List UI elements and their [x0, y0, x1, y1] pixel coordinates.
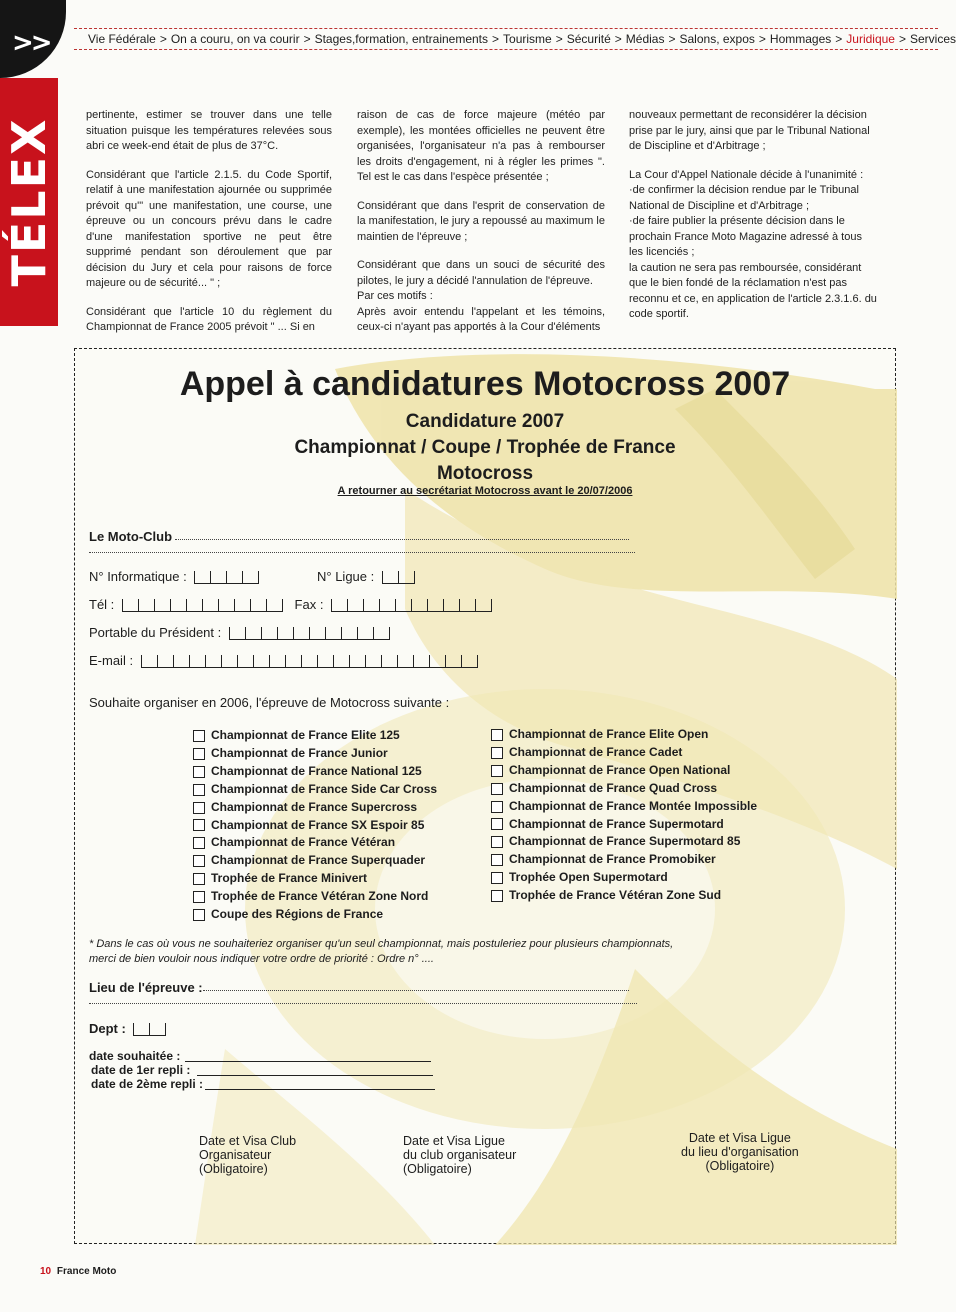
visa-club-line2: Organisateur: [199, 1148, 272, 1162]
souhaite-label: Souhaite organiser en 2006, l'épreuve de Motocross suivante :: [89, 695, 450, 710]
portable-label: Portable du Président :: [89, 625, 222, 640]
checkbox[interactable]: [193, 873, 205, 885]
championship-option[interactable]: [491, 833, 757, 851]
ligue-boxes[interactable]: [382, 571, 415, 584]
championship-list-left: [193, 727, 437, 924]
priority-note: [89, 937, 749, 967]
championship-label: Championnat de France SX Espoir 85: [211, 817, 425, 832]
championship-heading: Championnat / Coupe / Trophée de France: [294, 437, 676, 458]
article-column-1: [86, 108, 332, 349]
char-box[interactable]: [357, 627, 373, 640]
char-box[interactable]: [445, 655, 461, 668]
char-box[interactable]: [245, 627, 261, 640]
championship-option[interactable]: [491, 798, 757, 816]
char-box[interactable]: [301, 655, 317, 668]
tel-boxes[interactable]: [122, 599, 283, 612]
championship-label: Championnat de France Elite 125: [211, 728, 400, 742]
championship-label: Trophée de France Vétéran Zone Sud: [509, 888, 722, 903]
championship-label: Championnat de France Elite Open: [509, 727, 709, 741]
breadcrumb-separator: >: [668, 32, 676, 46]
section-banner: [0, 78, 58, 326]
date-repli2-field[interactable]: [205, 1089, 435, 1090]
char-box[interactable]: [154, 599, 170, 612]
char-box[interactable]: [363, 599, 379, 612]
char-box[interactable]: [221, 655, 237, 668]
char-box[interactable]: [149, 1023, 165, 1036]
breadcrumb-separator: >: [492, 32, 500, 46]
nav-item-s-curit-[interactable]: Sécurité: [566, 32, 611, 46]
checkbox[interactable]: [193, 909, 205, 921]
moto-club-label: Le Moto-Club: [89, 529, 173, 544]
char-box[interactable]: [325, 627, 341, 640]
char-box[interactable]: [194, 571, 210, 584]
checkbox[interactable]: [491, 836, 503, 848]
championship-option[interactable]: [193, 834, 437, 852]
ligue-row: [317, 569, 415, 584]
paragraph: Considérant que l'article 2.1.5. du Code Sportif, relatif à une manifestation ajournée ou supprimée prévoit qu'" une manifestation, une course, une épreuve ou un concours prévu dans le cadre d'une manifestation sportive ne peut être supprimé pendant son déroulement que par décision du Jury et cela pour raisons de force majeure ou de sécurité... " ;: [86, 168, 332, 289]
char-box[interactable]: [382, 571, 398, 584]
char-box[interactable]: [395, 599, 411, 612]
portable-boxes[interactable]: [229, 627, 390, 640]
visa-club-line3: (Obligatoire): [199, 1162, 268, 1176]
char-box[interactable]: [282, 599, 283, 612]
checkbox[interactable]: [491, 729, 503, 741]
championship-label: Championnat de France Quad Cross: [509, 780, 718, 795]
breadcrumb-separator: >: [898, 32, 906, 46]
championship-label: Championnat de France Promobiker: [509, 852, 716, 867]
lieu-field[interactable]: [203, 990, 629, 991]
paragraph: La Cour d'Appel Nationale décide à l'unanimité :: [629, 168, 864, 181]
char-box[interactable]: [317, 655, 333, 668]
char-box[interactable]: [443, 599, 459, 612]
checkbox[interactable]: [491, 765, 503, 777]
ligue-label: N° Ligue :: [317, 569, 375, 584]
championship-label: Championnat de France Montée Impossible: [509, 798, 758, 813]
checkbox[interactable]: [193, 819, 205, 831]
page-footer: [40, 1266, 116, 1277]
form-subtitle: Candidature 2007: [405, 411, 565, 432]
char-box[interactable]: [397, 655, 413, 668]
char-box[interactable]: [170, 599, 186, 612]
championship-option[interactable]: [193, 888, 437, 906]
nav-item-hommages[interactable]: Hommages: [769, 32, 832, 46]
checkbox[interactable]: [491, 872, 503, 884]
visa-ligue-lieu-line2: du lieu d'organisation: [681, 1145, 799, 1159]
championship-option[interactable]: [491, 851, 757, 869]
priority-note-line1: * Dans le cas où vous ne souhaiteriez organiser qu'un seul championnat, mais postuleriez pour plusieurs championnats,: [89, 938, 674, 950]
date-souhaitee-label: date souhaitée :: [89, 1049, 181, 1063]
championship-option[interactable]: [193, 906, 437, 924]
email-boxes[interactable]: [141, 655, 478, 668]
breadcrumb-separator: >: [303, 32, 311, 46]
char-box[interactable]: [157, 655, 173, 668]
visa-ligue-lieu: [681, 1131, 799, 1173]
char-box[interactable]: [389, 627, 390, 640]
article-column-2: [357, 108, 605, 349]
championship-option[interactable]: [193, 852, 437, 870]
char-box[interactable]: [427, 599, 443, 612]
dept-label: Dept :: [89, 1021, 126, 1036]
char-box[interactable]: [381, 655, 397, 668]
char-box[interactable]: [141, 655, 157, 668]
moto-club-field[interactable]: [175, 539, 629, 540]
char-box[interactable]: [331, 599, 347, 612]
championship-label: Championnat de France National 125: [211, 763, 422, 778]
breadcrumb-separator: >: [835, 32, 843, 46]
char-box[interactable]: [258, 571, 259, 584]
checkbox[interactable]: [491, 890, 503, 902]
arrow-icon: >>: [12, 28, 50, 58]
char-box[interactable]: [461, 655, 477, 668]
championship-label: Championnat de France Junior: [211, 745, 388, 760]
paragraph: raison de cas de force majeure (météo par exemple), les montées officielles ne peuvent être organisées, l'organisateur n'a pas à rembourser les droits d'engagement, ni à régler les primes ". Tel est le cas dans l'espèce présentée ;: [357, 109, 605, 183]
lieu-label: Lieu de l'épreuve :: [89, 980, 203, 995]
championship-option[interactable]: [193, 727, 437, 745]
visa-ligue-club-line3: (Obligatoire): [403, 1162, 472, 1176]
article-column-3: [629, 108, 877, 336]
championship-option[interactable]: [193, 817, 437, 835]
char-box[interactable]: [491, 599, 492, 612]
informatique-boxes[interactable]: [194, 571, 259, 584]
char-box[interactable]: [237, 655, 253, 668]
char-box[interactable]: [347, 599, 363, 612]
nav-item-juridique[interactable]: Juridique: [846, 32, 895, 46]
char-box[interactable]: [413, 655, 429, 668]
visa-ligue-lieu-line1: Date et Visa Ligue: [688, 1131, 791, 1145]
fax-boxes[interactable]: [331, 599, 492, 612]
char-box[interactable]: [398, 571, 414, 584]
breadcrumb-separator: >: [159, 32, 167, 46]
char-box[interactable]: [205, 655, 221, 668]
checkbox[interactable]: [491, 854, 503, 866]
nav-item-services[interactable]: Services: [910, 32, 956, 46]
championship-label: Coupe des Régions de France: [211, 907, 384, 922]
checkbox[interactable]: [491, 783, 503, 795]
char-box[interactable]: [253, 655, 269, 668]
magazine-name: France Moto: [56, 1266, 117, 1277]
char-box[interactable]: [341, 627, 357, 640]
championship-option[interactable]: [193, 870, 437, 888]
championship-label: Championnat de France Open National: [509, 762, 731, 777]
char-box[interactable]: [229, 627, 245, 640]
char-box[interactable]: [133, 1023, 149, 1036]
paragraph: Considérant que l'article 10 du règlement du Championnat de France 2005 prévoit " ... Si en: [86, 305, 332, 333]
checkbox[interactable]: [193, 802, 205, 814]
checkbox[interactable]: [193, 766, 205, 778]
paragraph: nouveaux permettant de reconsidérer la décision prise par le jury, ainsi que par le Tribunal National de Discipline et d'Arbitrage ;: [629, 109, 870, 152]
championship-label: Championnat de France Cadet: [509, 744, 683, 759]
paragraph: ·de confirmer la décision rendue par le Tribunal National de Discipline et d'Arbitrage ;: [629, 184, 859, 212]
char-box[interactable]: [429, 655, 445, 668]
nav-item-m-dias[interactable]: Médias: [625, 32, 665, 46]
championship-option[interactable]: [193, 799, 437, 817]
championship-option[interactable]: [491, 744, 757, 762]
char-box[interactable]: [242, 571, 258, 584]
championship-list-right: [491, 726, 757, 905]
char-box[interactable]: [189, 655, 205, 668]
char-box[interactable]: [349, 655, 365, 668]
checkbox[interactable]: [193, 748, 205, 760]
breadcrumb-nav: [74, 28, 956, 50]
championship-label: Championnat de France Vétéran: [211, 835, 396, 850]
visa-ligue-club-line2: du club organisateur: [403, 1148, 517, 1162]
corner-tab: [0, 0, 66, 78]
championship-option[interactable]: [491, 887, 757, 905]
informatique-label: N° Informatique :: [89, 569, 187, 584]
char-box[interactable]: [475, 599, 491, 612]
char-box[interactable]: [186, 599, 202, 612]
discipline-heading: Motocross: [436, 463, 534, 484]
portable-row: [89, 625, 390, 640]
date-repli1-field[interactable]: [197, 1075, 433, 1076]
visa-ligue-club-line1: Date et Visa Ligue: [403, 1134, 505, 1148]
char-box[interactable]: [210, 571, 226, 584]
visa-club: [199, 1134, 296, 1176]
char-box[interactable]: [122, 599, 138, 612]
tel-label: Tél :: [89, 597, 115, 612]
nav-item-tourisme[interactable]: Tourisme: [503, 32, 552, 46]
email-label: E-mail :: [89, 653, 134, 668]
char-box[interactable]: [477, 655, 478, 668]
checkbox[interactable]: [193, 855, 205, 867]
char-box[interactable]: [138, 599, 154, 612]
section-label: TÉLEX: [2, 117, 56, 287]
breadcrumb-separator: >: [555, 32, 563, 46]
paragraph: Après avoir entendu l'appelant et les témoins, ceux-ci n'ayant pas apportés à la Cour d'éléments: [357, 305, 605, 333]
championship-option[interactable]: [491, 726, 757, 744]
championship-label: Championnat de France Superquader: [211, 853, 426, 868]
char-box[interactable]: [261, 627, 277, 640]
championship-label: Trophée de France Minivert: [211, 871, 368, 886]
championship-label: Trophée Open Supermotard: [509, 870, 668, 885]
char-box[interactable]: [266, 599, 282, 612]
char-box[interactable]: [379, 599, 395, 612]
char-box[interactable]: [411, 599, 427, 612]
application-form: [74, 348, 896, 1244]
form-title: Appel à candidatures Motocross 2007: [179, 365, 791, 403]
championship-label: Trophée de France Vétéran Zone Nord: [211, 889, 429, 904]
char-box[interactable]: [277, 627, 293, 640]
deadline-notice: A retourner au secrétariat Motocross avant le 20/07/2006: [337, 485, 633, 497]
championship-option[interactable]: [193, 781, 437, 799]
char-box[interactable]: [269, 655, 285, 668]
paragraph: pertinente, estimer se trouver dans une telle situation puisque les températures relevées sous abri ce week-end était de plus de 37°C.: [86, 109, 332, 152]
nav-item-salons-expos[interactable]: Salons, expos: [679, 32, 755, 46]
checkbox[interactable]: [193, 730, 205, 742]
priority-note-line2: merci de bien vouloir nous indiquer votre ordre de priorité : Ordre n° ....: [89, 953, 434, 965]
paragraph: Considérant que dans l'esprit de conservation de la manifestation, le jury a repoussé au maximum le maintien de l'épreuve ;: [357, 199, 605, 243]
checkbox[interactable]: [491, 747, 503, 759]
nav-item-on-a-couru-on-va-courir[interactable]: On a couru, on va courir: [170, 32, 300, 46]
checkbox[interactable]: [193, 784, 205, 796]
visa-club-line1: Date et Visa Club: [199, 1134, 297, 1148]
checkbox[interactable]: [491, 801, 503, 813]
championship-label: Championnat de France Supercross: [211, 799, 418, 814]
informatique-row: [89, 569, 259, 584]
dept-row: [89, 1021, 166, 1036]
char-box[interactable]: [333, 655, 349, 668]
lieu-field-line2[interactable]: [89, 1003, 637, 1004]
dept-boxes[interactable]: [133, 1023, 166, 1036]
checkbox[interactable]: [491, 818, 503, 830]
fax-label: Fax :: [294, 597, 324, 612]
date-repli2-label: date de 2ème repli :: [91, 1077, 204, 1091]
date-souhaitee-field[interactable]: [185, 1061, 431, 1062]
championship-option[interactable]: [491, 762, 757, 780]
championship-option[interactable]: [193, 763, 437, 781]
visa-ligue-club: [403, 1134, 516, 1176]
championship-label: Championnat de France Supermotard 85: [509, 834, 741, 849]
paragraph: Considérant que dans un souci de sécurité des pilotes, le jury a décidé l'annulation de l'épreuve.: [357, 259, 605, 287]
checkbox[interactable]: [193, 891, 205, 903]
championship-option[interactable]: [491, 780, 757, 798]
visa-ligue-lieu-line3: (Obligatoire): [705, 1159, 775, 1173]
moto-club-field-line2[interactable]: [89, 552, 635, 553]
char-box[interactable]: [373, 627, 389, 640]
char-box[interactable]: [365, 655, 381, 668]
char-box[interactable]: [226, 571, 242, 584]
breadcrumb-separator: >: [614, 32, 622, 46]
paragraph: la caution ne sera pas remboursée, considérant que le bien fondé de la réclamation n'est pas reconnu et ce, en application de l'article 2.3.1.6. du code sportif.: [629, 261, 877, 320]
char-box[interactable]: [250, 599, 266, 612]
paragraph: ·de faire publier la présente décision dans le prochain France Moto Magazine adressé à tous les licenciés ;: [629, 215, 862, 258]
page-number: 10: [40, 1266, 52, 1277]
char-box[interactable]: [285, 655, 301, 668]
breadcrumb-separator: >: [758, 32, 766, 46]
nav-item-stages-formation-entrainements[interactable]: Stages,formation, entrainements: [314, 32, 489, 46]
char-box[interactable]: [293, 627, 309, 640]
nav-item-vie-f-d-rale[interactable]: Vie Fédérale: [88, 32, 156, 46]
tel-row: [89, 597, 492, 612]
checkbox[interactable]: [193, 837, 205, 849]
championship-option[interactable]: [491, 816, 757, 834]
char-box[interactable]: [173, 655, 189, 668]
char-box[interactable]: [202, 599, 218, 612]
championship-label: Championnat de France Side Car Cross: [211, 781, 438, 796]
char-box[interactable]: [165, 1023, 166, 1036]
char-box[interactable]: [218, 599, 234, 612]
championship-label: Championnat de France Supermotard: [509, 816, 724, 831]
paragraph: Par ces motifs :: [357, 290, 433, 302]
char-box[interactable]: [309, 627, 325, 640]
char-box[interactable]: [459, 599, 475, 612]
char-box[interactable]: [234, 599, 250, 612]
championship-option[interactable]: [193, 745, 437, 763]
championship-option[interactable]: [491, 869, 757, 887]
char-box[interactable]: [414, 571, 415, 584]
email-row: [89, 653, 478, 668]
date-repli1-label: date de 1er repli :: [91, 1063, 191, 1077]
